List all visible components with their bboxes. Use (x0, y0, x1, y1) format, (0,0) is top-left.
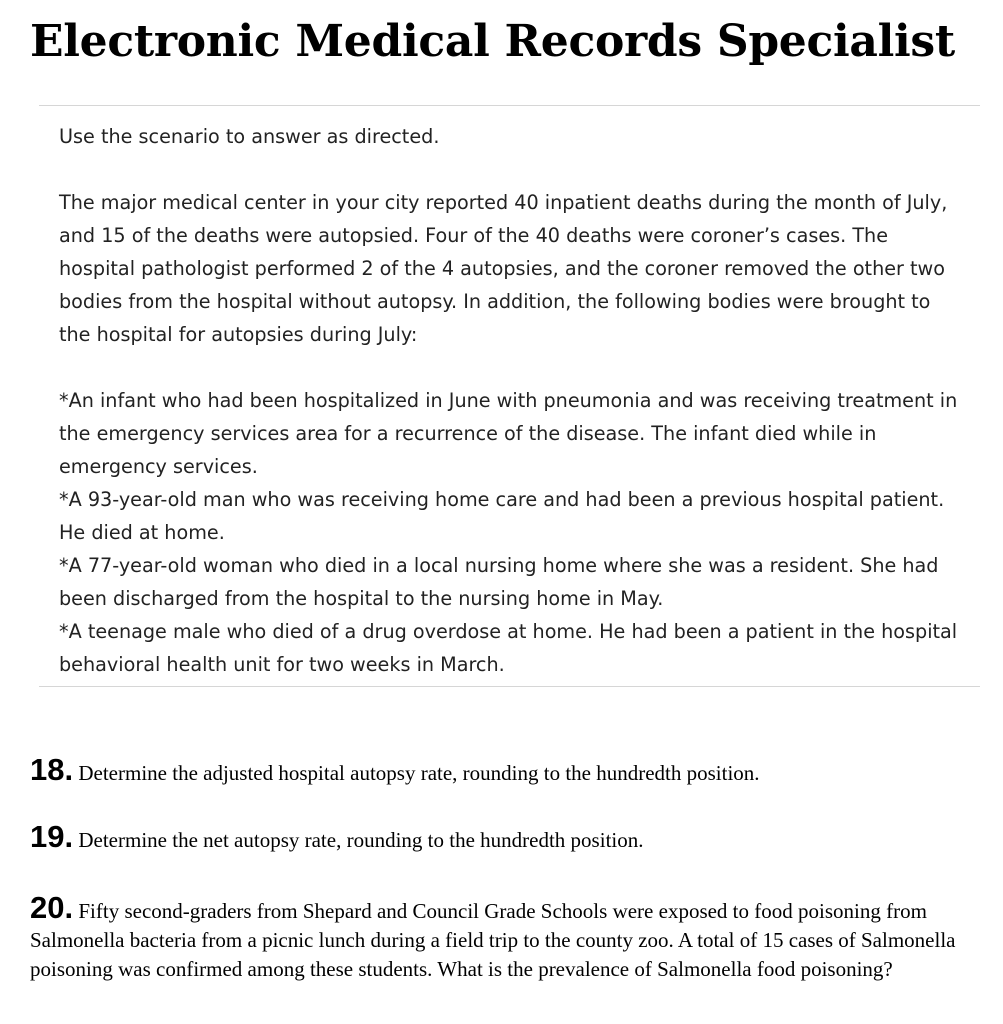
scenario-content (59, 120, 964, 681)
scenario-box (39, 105, 980, 687)
question-text: Determine the net autopsy rate, rounding to the hundredth position. (78, 828, 644, 852)
question-number: 18. (30, 752, 74, 787)
question-20 (30, 890, 990, 984)
question-text: Determine the adjusted hospital autopsy rate, rounding to the hundredth position. (78, 761, 760, 785)
question-number: 19. (30, 819, 74, 854)
scenario-instruction: Use the scenario to answer as directed. (59, 125, 440, 148)
question-18 (30, 752, 990, 788)
scenario-bullet-home-care-man: *A 93-year-old man who was receiving home care and had been a previous hospital patient. He died at home. (59, 488, 945, 544)
scenario-bullet-infant: *An infant who had been hospitalized in June with pneumonia and was receiving treatment in the emergency services area for a recurrence of the disease. The infant died while in emergency services. (59, 389, 958, 478)
question-number: 20. (30, 890, 74, 925)
page-title: Electronic Medical Records Specialist (30, 16, 955, 67)
scenario-bullet-nursing-home-woman: *A 77-year-old woman who died in a local nursing home where she was a resident. She had been discharged from the hospital to the nursing home in May. (59, 554, 939, 610)
question-19 (30, 819, 990, 855)
scenario-intro: The major medical center in your city reported 40 inpatient deaths during the month of July, and 15 of the deaths were autopsied. Four of the 40 deaths were coroner’s cases. The hospital pathologist performed 2 of the 4 autopsies, and the coroner removed the other two bodies from the hospital without autopsy. In addition, the following bodies were brought to the hospital for autopsies during July: (59, 191, 948, 346)
paragraph-spacer (59, 351, 964, 384)
scenario-bullet-teenage-male: *A teenage male who died of a drug overdose at home. He had been a patient in the hospital behavioral health unit for two weeks in March. (59, 620, 958, 676)
paragraph-spacer (59, 153, 964, 186)
question-text: Fifty second-graders from Shepard and Council Grade Schools were exposed to food poisoning from Salmonella bacteria from a picnic lunch during a field trip to the county zoo. A total of 15 cases of Salmonella poisoning was confirmed among these students. What is the prevalence of Salmonella food poisoning? (30, 899, 956, 981)
